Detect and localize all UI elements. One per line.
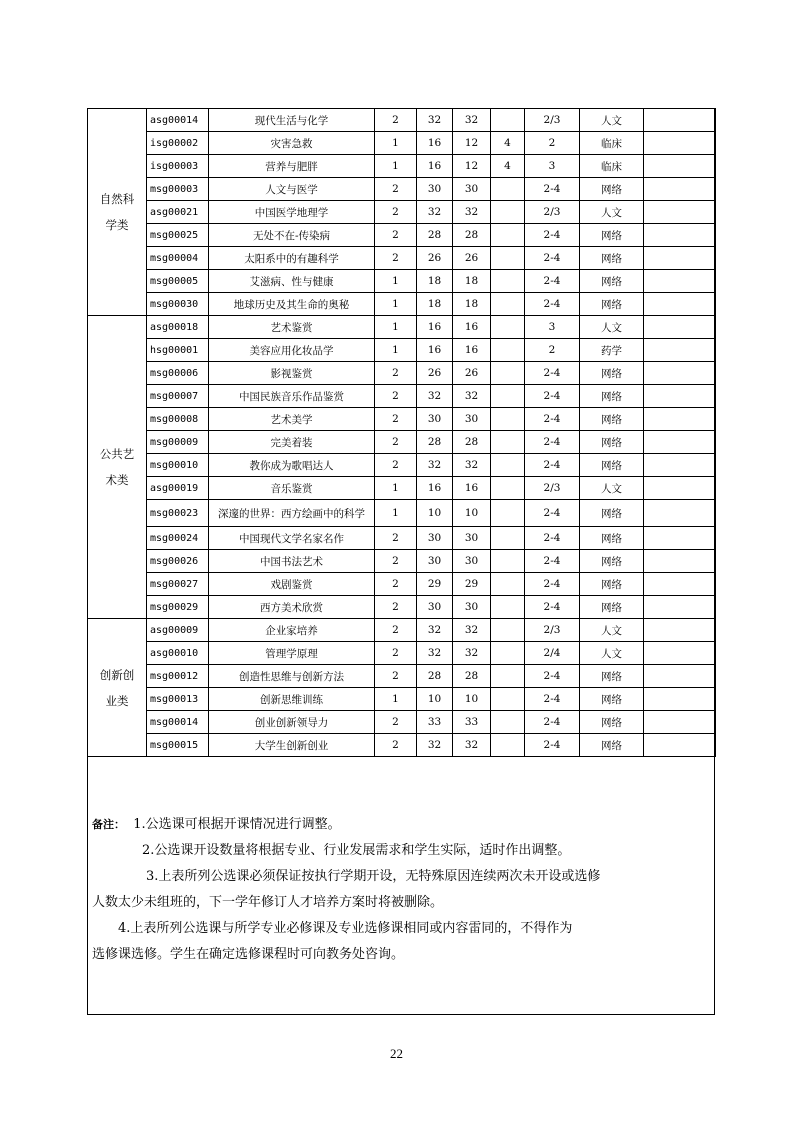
cell-name: 大学生创新创业 — [209, 734, 375, 757]
cell-empty — [644, 573, 716, 596]
cell-credits: 2 — [375, 247, 417, 270]
cell-dept: 网络 — [580, 550, 644, 573]
note-line-4b: 选修课选修。学生在确定选修课程时可向教务处咨询。 — [92, 947, 405, 962]
cell-practice — [491, 711, 525, 734]
table-row — [88, 339, 716, 362]
cell-hours: 32 — [417, 642, 453, 665]
cell-theory: 32 — [453, 642, 491, 665]
cell-theory: 12 — [453, 132, 491, 155]
cell-code: msg00004 — [147, 247, 209, 270]
cell-term: 2-4 — [525, 734, 580, 757]
cell-credits: 2 — [375, 109, 417, 132]
category-public-arts: 公共艺术类 — [88, 316, 147, 619]
cell-practice — [491, 247, 525, 270]
cell-code: msg00010 — [147, 454, 209, 477]
cell-term: 2-4 — [525, 573, 580, 596]
cell-hours: 26 — [417, 247, 453, 270]
cell-theory: 16 — [453, 477, 491, 500]
cell-credits: 2 — [375, 711, 417, 734]
table-row — [88, 596, 716, 619]
cell-code: msg00009 — [147, 431, 209, 454]
cell-practice — [491, 293, 525, 316]
cell-hours: 18 — [417, 270, 453, 293]
cell-term: 2/3 — [525, 477, 580, 500]
cell-code: asg00018 — [147, 316, 209, 339]
category-natural-science: 自然科学类 — [88, 109, 147, 316]
cell-name: 中国医学地理学 — [209, 201, 375, 224]
cell-practice — [491, 500, 525, 527]
cell-credits: 1 — [375, 293, 417, 316]
cell-practice — [491, 316, 525, 339]
cell-hours: 30 — [417, 596, 453, 619]
table-row — [88, 642, 716, 665]
cell-name: 中国民族音乐作品鉴赏 — [209, 385, 375, 408]
table-row — [88, 711, 716, 734]
cell-code: asg00014 — [147, 109, 209, 132]
cell-name: 完美着装 — [209, 431, 375, 454]
course-table — [87, 108, 716, 757]
cell-credits: 1 — [375, 270, 417, 293]
cell-hours: 32 — [417, 619, 453, 642]
table-row — [88, 224, 716, 247]
cell-hours: 32 — [417, 454, 453, 477]
cell-code: msg00023 — [147, 500, 209, 527]
note-line-4a: 4.上表所列公选课与所学专业必修课及专业选修课相同或内容雷同的，不得作为 — [118, 921, 573, 936]
cell-practice — [491, 178, 525, 201]
cell-name: 无处不在-传染病 — [209, 224, 375, 247]
cell-hours: 32 — [417, 385, 453, 408]
table-row — [88, 527, 716, 550]
cell-credits: 2 — [375, 362, 417, 385]
notes-section — [92, 812, 708, 968]
cell-theory: 30 — [453, 596, 491, 619]
cell-dept: 人文 — [580, 619, 644, 642]
cell-hours: 10 — [417, 500, 453, 527]
note-line-3b: 人数太少未组班的，下一学年修订人才培养方案时将被删除。 — [92, 895, 444, 910]
cell-dept: 网络 — [580, 596, 644, 619]
cell-credits: 2 — [375, 734, 417, 757]
cell-name: 创新思维训练 — [209, 688, 375, 711]
cell-theory: 32 — [453, 109, 491, 132]
cell-code: msg00027 — [147, 573, 209, 596]
cell-hours: 29 — [417, 573, 453, 596]
cell-credits: 2 — [375, 642, 417, 665]
cell-credits: 2 — [375, 550, 417, 573]
cell-name: 人文与医学 — [209, 178, 375, 201]
cell-code: msg00008 — [147, 408, 209, 431]
cell-term: 2-4 — [525, 454, 580, 477]
cell-dept: 网络 — [580, 734, 644, 757]
cell-dept: 人文 — [580, 316, 644, 339]
cell-name: 创造性思维与创新方法 — [209, 665, 375, 688]
table-row — [88, 688, 716, 711]
table-row — [88, 270, 716, 293]
note-line-1 — [92, 812, 708, 838]
cell-theory: 30 — [453, 550, 491, 573]
cell-practice — [491, 408, 525, 431]
cell-theory: 16 — [453, 339, 491, 362]
cell-code: hsg00001 — [147, 339, 209, 362]
cell-theory: 30 — [453, 527, 491, 550]
cell-theory: 26 — [453, 362, 491, 385]
cell-term: 2/3 — [525, 201, 580, 224]
table-row — [88, 500, 716, 527]
page-number: 22 — [390, 1046, 403, 1061]
cell-term: 2-4 — [525, 688, 580, 711]
cell-practice: 4 — [491, 155, 525, 178]
cell-practice — [491, 573, 525, 596]
cell-hours: 30 — [417, 408, 453, 431]
cell-credits: 1 — [375, 316, 417, 339]
cell-hours: 16 — [417, 132, 453, 155]
cell-empty — [644, 270, 716, 293]
table-row — [88, 550, 716, 573]
cell-empty — [644, 454, 716, 477]
cell-empty — [644, 431, 716, 454]
cell-practice — [491, 642, 525, 665]
cell-term: 3 — [525, 316, 580, 339]
cell-practice — [491, 665, 525, 688]
cell-code: msg00005 — [147, 270, 209, 293]
cell-dept: 网络 — [580, 711, 644, 734]
cell-empty — [644, 201, 716, 224]
cell-theory: 28 — [453, 665, 491, 688]
cell-code: msg00030 — [147, 293, 209, 316]
cell-empty — [644, 178, 716, 201]
cell-dept: 网络 — [580, 454, 644, 477]
cell-dept: 网络 — [580, 500, 644, 527]
cell-term: 3 — [525, 155, 580, 178]
cell-empty — [644, 316, 716, 339]
cell-code: msg00006 — [147, 362, 209, 385]
cell-code: msg00013 — [147, 688, 209, 711]
cell-dept: 网络 — [580, 573, 644, 596]
cell-hours: 32 — [417, 734, 453, 757]
cell-empty — [644, 527, 716, 550]
cell-practice — [491, 688, 525, 711]
cell-practice — [491, 431, 525, 454]
cell-credits: 2 — [375, 573, 417, 596]
table-row — [88, 109, 716, 132]
cell-practice — [491, 339, 525, 362]
cell-hours: 28 — [417, 665, 453, 688]
cell-practice — [491, 385, 525, 408]
cell-theory: 33 — [453, 711, 491, 734]
cell-dept: 网络 — [580, 293, 644, 316]
cell-practice: 4 — [491, 132, 525, 155]
cell-credits: 2 — [375, 431, 417, 454]
cell-name: 艾滋病、性与健康 — [209, 270, 375, 293]
cell-term: 2/3 — [525, 109, 580, 132]
cell-theory: 32 — [453, 201, 491, 224]
cell-empty — [644, 711, 716, 734]
cell-empty — [644, 247, 716, 270]
cell-hours: 28 — [417, 431, 453, 454]
cell-term: 2-4 — [525, 596, 580, 619]
note-line-3a: 3.上表所列公选课必须保证按执行学期开设，无特殊原因连续两次未开设或选修 — [146, 869, 601, 884]
cell-term: 2-4 — [525, 527, 580, 550]
cell-theory: 18 — [453, 270, 491, 293]
table-row — [88, 247, 716, 270]
table-row — [88, 665, 716, 688]
cell-theory: 30 — [453, 408, 491, 431]
cell-empty — [644, 385, 716, 408]
cell-theory: 26 — [453, 247, 491, 270]
cell-credits: 2 — [375, 385, 417, 408]
note-line-2: 2.公选课开设数量将根据专业、行业发展需求和学生实际，适时作出调整。 — [142, 843, 571, 858]
cell-code: msg00025 — [147, 224, 209, 247]
table-row — [88, 573, 716, 596]
cell-dept: 网络 — [580, 665, 644, 688]
cell-name: 艺术美学 — [209, 408, 375, 431]
cell-dept: 网络 — [580, 527, 644, 550]
cell-credits: 1 — [375, 155, 417, 178]
cell-empty — [644, 155, 716, 178]
cell-code: isg00003 — [147, 155, 209, 178]
table-row — [88, 178, 716, 201]
cell-practice — [491, 109, 525, 132]
cell-code: msg00014 — [147, 711, 209, 734]
cell-hours: 16 — [417, 477, 453, 500]
cell-dept: 药学 — [580, 339, 644, 362]
table-row — [88, 477, 716, 500]
cell-dept: 网络 — [580, 431, 644, 454]
notes-label: 备注： — [92, 818, 125, 831]
table-row — [88, 132, 716, 155]
cell-code: asg00009 — [147, 619, 209, 642]
cell-practice — [491, 362, 525, 385]
cell-name: 营养与肥胖 — [209, 155, 375, 178]
cell-practice — [491, 550, 525, 573]
cell-dept: 临床 — [580, 155, 644, 178]
cell-dept: 网络 — [580, 178, 644, 201]
cell-credits: 2 — [375, 665, 417, 688]
cell-name: 创业创新领导力 — [209, 711, 375, 734]
cell-term: 2/4 — [525, 642, 580, 665]
cell-term: 2-4 — [525, 550, 580, 573]
cell-name: 管理学原理 — [209, 642, 375, 665]
table-row — [88, 362, 716, 385]
cell-hours: 16 — [417, 155, 453, 178]
cell-code: msg00024 — [147, 527, 209, 550]
cell-term: 2-4 — [525, 711, 580, 734]
cell-dept: 网络 — [580, 688, 644, 711]
cell-term: 2 — [525, 339, 580, 362]
cell-empty — [644, 596, 716, 619]
table-row — [88, 316, 716, 339]
table-row — [88, 431, 716, 454]
cell-practice — [491, 224, 525, 247]
cell-dept: 网络 — [580, 385, 644, 408]
cell-empty — [644, 408, 716, 431]
cell-practice — [491, 201, 525, 224]
cell-hours: 28 — [417, 224, 453, 247]
cell-term: 2-4 — [525, 178, 580, 201]
cell-credits: 2 — [375, 178, 417, 201]
cell-term: 2-4 — [525, 385, 580, 408]
cell-practice — [491, 596, 525, 619]
category-innovation: 创新创业类 — [88, 619, 147, 757]
cell-practice — [491, 270, 525, 293]
cell-code: msg00012 — [147, 665, 209, 688]
table-row — [88, 734, 716, 757]
cell-term: 2-4 — [525, 247, 580, 270]
cell-dept: 网络 — [580, 270, 644, 293]
cell-credits: 2 — [375, 596, 417, 619]
cell-credits: 2 — [375, 224, 417, 247]
cell-code: asg00010 — [147, 642, 209, 665]
cell-empty — [644, 550, 716, 573]
cell-dept: 人文 — [580, 201, 644, 224]
cell-theory: 10 — [453, 688, 491, 711]
cell-code: msg00007 — [147, 385, 209, 408]
cell-name: 深邃的世界：西方绘画中的科学 — [209, 500, 375, 527]
cell-empty — [644, 339, 716, 362]
cell-credits: 1 — [375, 132, 417, 155]
cell-empty — [644, 734, 716, 757]
cell-code: asg00021 — [147, 201, 209, 224]
cell-hours: 30 — [417, 550, 453, 573]
table-row — [88, 293, 716, 316]
cell-theory: 28 — [453, 224, 491, 247]
cell-empty — [644, 477, 716, 500]
cell-term: 2/3 — [525, 619, 580, 642]
cell-term: 2-4 — [525, 408, 580, 431]
cell-name: 艺术鉴赏 — [209, 316, 375, 339]
cell-credits: 2 — [375, 408, 417, 431]
cell-name: 音乐鉴赏 — [209, 477, 375, 500]
cell-empty — [644, 688, 716, 711]
cell-dept: 网络 — [580, 362, 644, 385]
cell-hours: 32 — [417, 109, 453, 132]
cell-empty — [644, 224, 716, 247]
cell-dept: 人文 — [580, 477, 644, 500]
cell-practice — [491, 734, 525, 757]
cell-hours: 33 — [417, 711, 453, 734]
table-row — [88, 454, 716, 477]
cell-term: 2-4 — [525, 665, 580, 688]
cell-empty — [644, 362, 716, 385]
table-row — [88, 155, 716, 178]
cell-empty — [644, 665, 716, 688]
cell-term: 2-4 — [525, 293, 580, 316]
cell-theory: 28 — [453, 431, 491, 454]
table-row — [88, 201, 716, 224]
cell-code: msg00015 — [147, 734, 209, 757]
note-1-text: 1.公选课可根据开课情况进行调整。 — [133, 817, 341, 832]
cell-credits: 1 — [375, 688, 417, 711]
cell-name: 太阳系中的有趣科学 — [209, 247, 375, 270]
cell-empty — [644, 109, 716, 132]
cell-credits: 2 — [375, 527, 417, 550]
cell-name: 美容应用化妆品学 — [209, 339, 375, 362]
table-row — [88, 408, 716, 431]
cell-empty — [644, 132, 716, 155]
cell-name: 影视鉴赏 — [209, 362, 375, 385]
cell-name: 灾害急救 — [209, 132, 375, 155]
cell-name: 西方美术欣赏 — [209, 596, 375, 619]
cell-hours: 30 — [417, 178, 453, 201]
cell-practice — [491, 527, 525, 550]
cell-hours: 16 — [417, 316, 453, 339]
cell-theory: 30 — [453, 178, 491, 201]
cell-credits: 1 — [375, 339, 417, 362]
cell-theory: 29 — [453, 573, 491, 596]
cell-credits: 2 — [375, 454, 417, 477]
cell-dept: 网络 — [580, 224, 644, 247]
cell-dept: 临床 — [580, 132, 644, 155]
cell-theory: 10 — [453, 500, 491, 527]
table-row — [88, 619, 716, 642]
cell-practice — [491, 619, 525, 642]
cell-name: 戏剧鉴赏 — [209, 573, 375, 596]
cell-theory: 32 — [453, 619, 491, 642]
cell-term: 2-4 — [525, 362, 580, 385]
cell-dept: 人文 — [580, 109, 644, 132]
cell-name: 现代生活与化学 — [209, 109, 375, 132]
cell-hours: 26 — [417, 362, 453, 385]
cell-credits: 2 — [375, 201, 417, 224]
cell-theory: 32 — [453, 385, 491, 408]
cell-term: 2 — [525, 132, 580, 155]
cell-hours: 10 — [417, 688, 453, 711]
cell-code: isg00002 — [147, 132, 209, 155]
cell-code: msg00029 — [147, 596, 209, 619]
cell-empty — [644, 500, 716, 527]
cell-term: 2-4 — [525, 224, 580, 247]
cell-dept: 人文 — [580, 642, 644, 665]
cell-hours: 18 — [417, 293, 453, 316]
cell-code: asg00019 — [147, 477, 209, 500]
cell-empty — [644, 642, 716, 665]
cell-credits: 1 — [375, 477, 417, 500]
cell-term: 2-4 — [525, 500, 580, 527]
cell-term: 2-4 — [525, 270, 580, 293]
cell-name: 中国现代文学名家名作 — [209, 527, 375, 550]
cell-code: msg00026 — [147, 550, 209, 573]
cell-dept: 网络 — [580, 247, 644, 270]
cell-code: msg00003 — [147, 178, 209, 201]
cell-theory: 18 — [453, 293, 491, 316]
cell-dept: 网络 — [580, 408, 644, 431]
cell-credits: 1 — [375, 500, 417, 527]
cell-name: 中国书法艺术 — [209, 550, 375, 573]
cell-credits: 2 — [375, 619, 417, 642]
cell-name: 企业家培养 — [209, 619, 375, 642]
cell-practice — [491, 454, 525, 477]
cell-theory: 32 — [453, 734, 491, 757]
cell-hours: 30 — [417, 527, 453, 550]
table-row — [88, 385, 716, 408]
cell-hours: 32 — [417, 201, 453, 224]
cell-empty — [644, 293, 716, 316]
cell-theory: 16 — [453, 316, 491, 339]
cell-name: 教你成为歌唱达人 — [209, 454, 375, 477]
cell-name: 地球历史及其生命的奥秘 — [209, 293, 375, 316]
cell-theory: 12 — [453, 155, 491, 178]
cell-theory: 32 — [453, 454, 491, 477]
cell-term: 2-4 — [525, 431, 580, 454]
cell-practice — [491, 477, 525, 500]
cell-hours: 16 — [417, 339, 453, 362]
cell-empty — [644, 619, 716, 642]
